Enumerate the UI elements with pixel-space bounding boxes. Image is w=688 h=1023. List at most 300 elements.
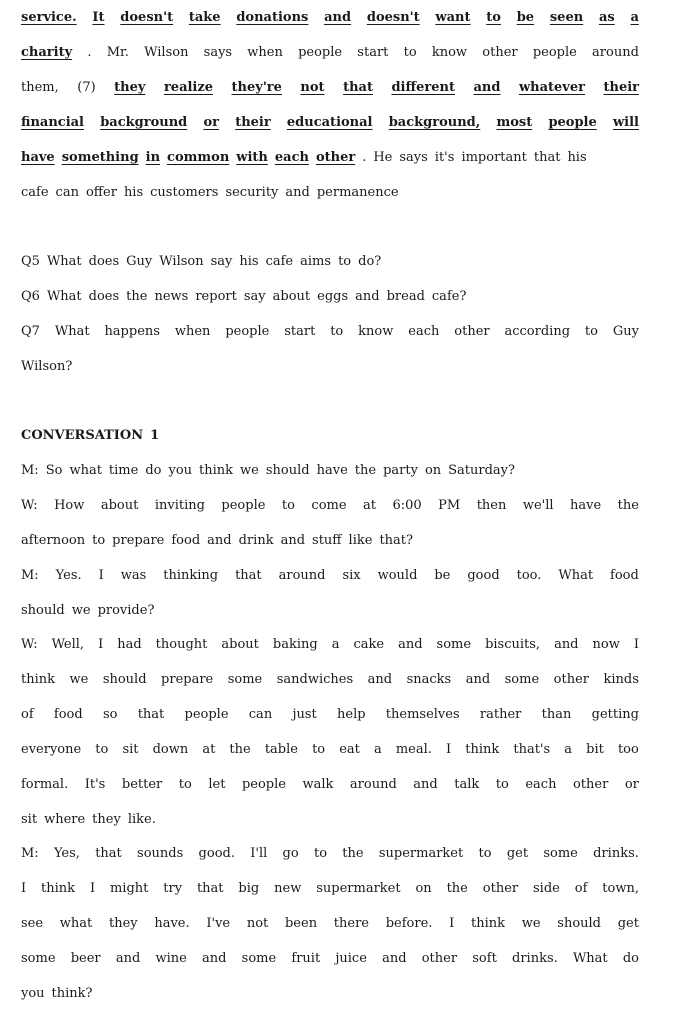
word: his (567, 150, 587, 165)
text-line (21, 564, 639, 588)
word: not (246, 916, 269, 931)
word: so (102, 707, 118, 722)
word: permanence (316, 185, 399, 200)
text-line (21, 285, 639, 309)
word: Q5 (21, 254, 40, 269)
word: around (592, 45, 639, 60)
word: come (311, 498, 347, 513)
word: and (324, 10, 352, 25)
word: I (98, 637, 104, 652)
word: wine (155, 951, 187, 966)
word: the (617, 498, 639, 513)
word: go (282, 846, 299, 861)
word: news (154, 289, 189, 304)
word: everyone (21, 742, 82, 757)
word: a (331, 637, 340, 652)
word: according (504, 324, 571, 339)
word: people (221, 498, 266, 513)
word: when (247, 45, 283, 60)
word: talk (454, 777, 480, 792)
text-line (21, 250, 639, 274)
word: do (145, 463, 162, 478)
word: Wilson? (21, 359, 73, 374)
word: a (630, 10, 639, 25)
word: some (436, 637, 472, 652)
word: you (21, 986, 45, 1001)
word: get (506, 846, 529, 861)
word: down (152, 742, 189, 757)
word: eat (339, 742, 360, 757)
word: be (434, 568, 451, 583)
word: we (521, 916, 541, 931)
word: at (202, 742, 216, 757)
text-line (21, 668, 639, 692)
word: can (248, 707, 273, 722)
word: PM (438, 498, 461, 513)
word: see (21, 916, 44, 931)
word: people (298, 45, 343, 60)
word: as (598, 10, 615, 25)
word: other (572, 777, 609, 792)
text-line (21, 111, 639, 135)
word: think? (51, 986, 93, 1001)
word: know (431, 45, 468, 60)
text-line (21, 320, 639, 344)
word: M: (21, 463, 39, 478)
word: not (300, 80, 325, 95)
word: better (121, 777, 163, 792)
word: and (285, 185, 310, 200)
word: his (123, 185, 144, 200)
text-line (21, 947, 639, 971)
word: time (108, 463, 139, 478)
word: help (337, 707, 366, 722)
word: drinks. (593, 846, 639, 861)
word: a (373, 742, 382, 757)
text-line (21, 494, 639, 518)
word: soft (472, 951, 497, 966)
text-line (21, 773, 639, 797)
word: want (435, 10, 471, 25)
word: each (274, 150, 309, 165)
word: meal. (395, 742, 432, 757)
text-line (21, 355, 639, 379)
text-line (21, 181, 639, 205)
word: different (391, 80, 455, 95)
word: say (210, 254, 233, 269)
word: eggs (317, 289, 349, 304)
word: educational (286, 115, 373, 130)
word: you (168, 463, 193, 478)
word: have (21, 150, 55, 165)
word: most (496, 115, 533, 130)
word: afternoon (21, 533, 86, 548)
word: try (163, 881, 183, 896)
word: it's (434, 150, 455, 165)
word: people (225, 324, 270, 339)
word: good. (198, 846, 235, 861)
word: snacks (406, 672, 452, 687)
word: six (342, 568, 361, 583)
word: have (570, 498, 602, 513)
word: Guy (612, 324, 639, 339)
word: says (203, 45, 233, 60)
word: I'll (250, 846, 268, 861)
word: bit (586, 742, 604, 757)
word: common (167, 150, 230, 165)
word: beer (70, 951, 101, 966)
word: just (292, 707, 317, 722)
word: to (92, 533, 106, 548)
word: supermarket (316, 881, 401, 896)
word: on (424, 463, 442, 478)
word: people (241, 777, 286, 792)
word: might (109, 881, 149, 896)
word: around (349, 777, 397, 792)
word: It (92, 10, 105, 25)
word: that (95, 846, 122, 861)
word: to (478, 846, 492, 861)
word: what (69, 463, 102, 478)
word: So (45, 463, 63, 478)
word: prepare (161, 672, 214, 687)
word: think (21, 672, 56, 687)
word: stuff (312, 533, 342, 548)
word: that's (513, 742, 551, 757)
word: in (145, 150, 161, 165)
word: that (533, 150, 561, 165)
word: juice (335, 951, 367, 966)
word: sounds (137, 846, 184, 861)
word: get (617, 916, 639, 931)
word: kinds (603, 672, 639, 687)
word: Yes, (53, 846, 80, 861)
word: and (398, 637, 423, 652)
word: happens (104, 324, 160, 339)
word: W: (21, 637, 38, 652)
word: they (92, 812, 121, 827)
word: that (137, 707, 165, 722)
word: too. (516, 568, 542, 583)
word: table (264, 742, 298, 757)
word: good (467, 568, 500, 583)
word: 6:00 (392, 498, 422, 513)
word: background, (388, 115, 481, 130)
word: or (624, 777, 639, 792)
word: does (88, 254, 120, 269)
word: each (408, 324, 440, 339)
word: inviting (154, 498, 205, 513)
word: He (373, 150, 393, 165)
word: people (184, 707, 229, 722)
word: like (348, 533, 373, 548)
word: and (413, 777, 438, 792)
word: . (87, 45, 92, 60)
text-line (21, 808, 639, 832)
word: start (284, 324, 316, 339)
word: where (44, 812, 86, 827)
word: about (221, 637, 259, 652)
word: security (225, 185, 279, 200)
text-line (21, 912, 639, 936)
word: and (554, 637, 579, 652)
word: something (61, 150, 139, 165)
word: (7) (77, 80, 96, 95)
word: Saturday? (448, 463, 515, 478)
word: important (461, 150, 527, 165)
word: on (415, 881, 432, 896)
word: I (98, 568, 104, 583)
word: supermarket (378, 846, 464, 861)
word: and (207, 533, 232, 548)
word: thinking (163, 568, 219, 583)
word: financial (21, 115, 84, 130)
word: at (363, 498, 377, 513)
word: think (41, 881, 76, 896)
word: their (603, 80, 639, 95)
word: to (281, 498, 295, 513)
word: do (622, 951, 639, 966)
word: Mr. (106, 45, 129, 60)
word: donations (236, 10, 309, 25)
word: do? (358, 254, 382, 269)
word: to (495, 777, 509, 792)
word: other (421, 951, 458, 966)
word: M: (21, 568, 39, 583)
word: and (473, 80, 501, 95)
word: think (199, 463, 234, 478)
word: to (486, 10, 501, 25)
word: sit (122, 742, 139, 757)
word: to (312, 742, 326, 757)
word: have (316, 463, 348, 478)
word: I (21, 881, 27, 896)
word: they (108, 916, 138, 931)
word: have. (154, 916, 190, 931)
word: people (548, 115, 597, 130)
word: I (446, 742, 452, 757)
word: cafe (21, 185, 49, 200)
word: big (238, 881, 260, 896)
word: of (21, 707, 34, 722)
word: can (55, 185, 79, 200)
word: we (240, 463, 259, 478)
word: than (541, 707, 572, 722)
text-line (21, 599, 639, 623)
word: and (115, 951, 141, 966)
word: says (399, 150, 428, 165)
word: a (564, 742, 573, 757)
word: we (71, 603, 91, 618)
word: take (188, 10, 221, 25)
word: whatever (518, 80, 585, 95)
word: too (617, 742, 639, 757)
word: Well, (51, 637, 85, 652)
word: drink (238, 533, 274, 548)
word: offer (85, 185, 117, 200)
word: Guy (126, 254, 153, 269)
word: How (54, 498, 85, 513)
word: then (476, 498, 507, 513)
word: sandwiches (276, 672, 354, 687)
word: his (239, 254, 259, 269)
word: town, (602, 881, 639, 896)
word: or (203, 115, 219, 130)
word: customers (150, 185, 219, 200)
word: seen (549, 10, 584, 25)
word: should (265, 463, 310, 478)
word: been (284, 916, 318, 931)
word: should (102, 672, 147, 687)
word: new (274, 881, 302, 896)
word: of (574, 881, 588, 896)
word: W: (21, 498, 38, 513)
word: that? (379, 533, 413, 548)
word: M: (21, 846, 39, 861)
text-line (21, 6, 639, 30)
word: What (572, 951, 608, 966)
word: with (236, 150, 268, 165)
word: food (171, 533, 201, 548)
text-line (21, 146, 639, 170)
word: some (21, 951, 56, 966)
text-line (21, 424, 639, 448)
text-line (21, 529, 639, 553)
word: around (278, 568, 326, 583)
word: Yes. (55, 568, 82, 583)
word: other (454, 324, 490, 339)
word: Wilson (159, 254, 204, 269)
word: about (272, 289, 311, 304)
word: food (53, 707, 83, 722)
word: aims (300, 254, 332, 269)
word: what (59, 916, 93, 931)
word: they (114, 80, 146, 95)
word: doesn't (366, 10, 420, 25)
word: What (54, 324, 90, 339)
word: other (482, 45, 518, 60)
word: that (235, 568, 262, 583)
word: say (243, 289, 266, 304)
word: provide? (97, 603, 155, 618)
text-line (21, 41, 639, 65)
word: to (330, 324, 344, 339)
word: we'll (522, 498, 554, 513)
word: about (100, 498, 139, 513)
word: know (358, 324, 394, 339)
text-line (21, 738, 639, 762)
word: would (377, 568, 418, 583)
word: Wilson (144, 45, 189, 60)
text-line (21, 459, 639, 483)
word: Q6 (21, 289, 40, 304)
word: getting (591, 707, 639, 722)
word: and (202, 951, 227, 966)
word: background (100, 115, 188, 130)
text-line (21, 76, 639, 100)
word: the (342, 846, 364, 861)
word: fruit (291, 951, 321, 966)
text-line (21, 877, 639, 901)
word: drinks. (512, 951, 558, 966)
text-line (21, 633, 639, 657)
word: report (195, 289, 237, 304)
word: the (229, 742, 251, 757)
word: they're (231, 80, 282, 95)
word: to (338, 254, 352, 269)
word: and (367, 672, 393, 687)
word: What (46, 289, 82, 304)
word: service. (21, 10, 77, 25)
word: cafe? (431, 289, 467, 304)
word: 1 (150, 428, 160, 443)
word: some (504, 672, 540, 687)
word: prepare (112, 533, 165, 548)
word: was (120, 568, 147, 583)
word: to (178, 777, 192, 792)
word: and (280, 533, 306, 548)
word: thought (155, 637, 208, 652)
word: and (465, 672, 491, 687)
word: doesn't (120, 10, 174, 25)
word: bread (386, 289, 425, 304)
word: to (403, 45, 417, 60)
word: I (89, 881, 96, 896)
word: It's (84, 777, 106, 792)
word: food (610, 568, 639, 583)
word: side (533, 881, 560, 896)
word: to (95, 742, 109, 757)
word: think (471, 916, 506, 931)
word: when (174, 324, 211, 339)
word: other (482, 881, 519, 896)
word: does (88, 289, 120, 304)
word: What (46, 254, 82, 269)
word: will (612, 115, 639, 130)
word: I (449, 916, 455, 931)
word: the (446, 881, 468, 896)
word: and (355, 289, 380, 304)
word: like. (127, 812, 156, 827)
word: them, (21, 80, 59, 95)
word: charity (21, 45, 73, 60)
word: biscuits, (485, 637, 541, 652)
word: sit (21, 812, 38, 827)
word: CONVERSATION (21, 428, 144, 443)
word: think (465, 742, 500, 757)
word: some (543, 846, 578, 861)
word: each (525, 777, 557, 792)
word: there (333, 916, 369, 931)
text-line (21, 982, 639, 1006)
word: baking (272, 637, 318, 652)
word: other (315, 150, 356, 165)
word: walk (302, 777, 334, 792)
word: some (241, 951, 277, 966)
word: themselves (385, 707, 460, 722)
word: cafe (265, 254, 294, 269)
word: that (196, 881, 224, 896)
word: that (343, 80, 373, 95)
word: their (235, 115, 271, 130)
word: before. (385, 916, 433, 931)
word: now (592, 637, 620, 652)
word: should (557, 916, 602, 931)
word: start (357, 45, 389, 60)
word: be (516, 10, 535, 25)
word: we (69, 672, 89, 687)
word: to (584, 324, 598, 339)
